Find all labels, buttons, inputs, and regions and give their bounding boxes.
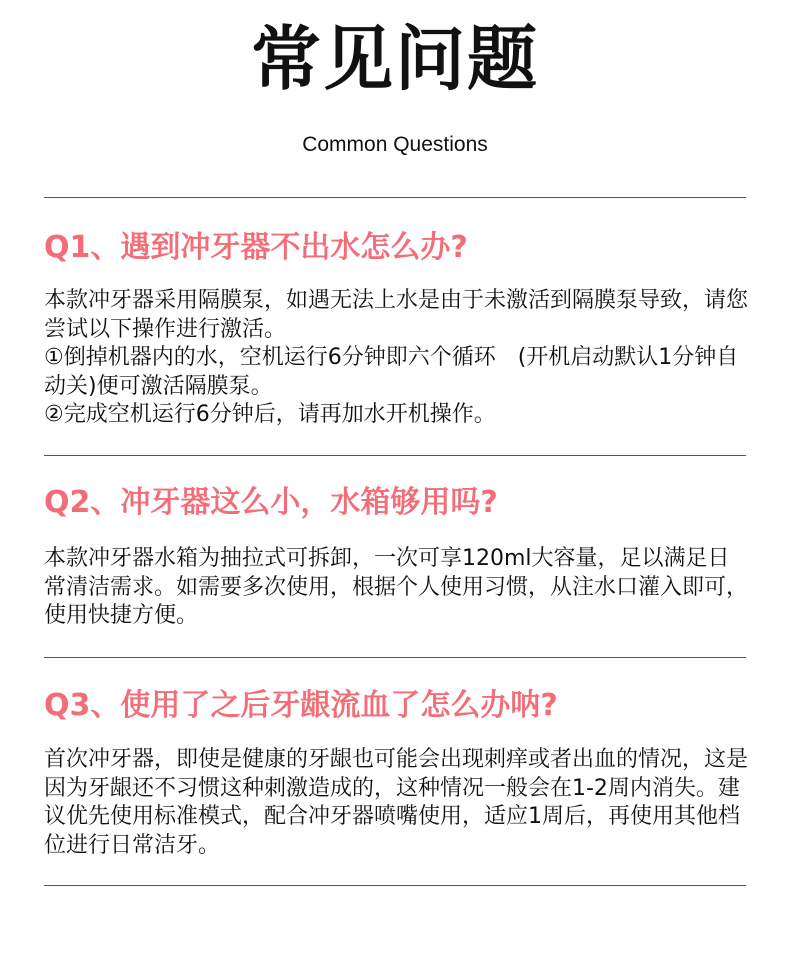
faq-answer-3 — [44, 746, 748, 860]
faq-answer-1-paragraph-2: ①倒掉机器内的水，空机运行6分钟即六个循环 (开机启动默认1分钟自动关)便可激活隔膜泵。 — [44, 345, 739, 399]
divider — [44, 885, 746, 886]
page-subtitle: Common Questions — [302, 133, 488, 156]
faq-question-2: Q2、冲牙器这么小，水箱够用吗? — [44, 485, 498, 520]
faq-question-3: Q3、使用了之后牙龈流血了怎么办呐? — [44, 688, 558, 723]
faq-answer-2-paragraph-1: 本款冲牙器水箱为抽拉式可拆卸，一次可享120ml大容量，足以满足日常清洁需求。如需要多次使用，根据个人使用习惯，从注水口灌入即可，使用快捷方便。 — [44, 546, 749, 628]
faq-answer-2 — [44, 545, 748, 631]
divider — [44, 657, 746, 658]
faq-answer-1 — [44, 287, 748, 430]
page-title: 常见问题 — [251, 18, 539, 100]
faq-answer-1-paragraph-1: 本款冲牙器采用隔膜泵，如遇无法上水是由于未激活到隔膜泵导致，请您尝试以下操作进行激活。 — [44, 288, 749, 342]
faq-answer-1-paragraph-3: ②完成空机运行6分钟后，请再加水开机操作。 — [44, 402, 496, 427]
faq-question-1: Q1、遇到冲牙器不出水怎么办? — [44, 230, 468, 265]
faq-answer-3-paragraph-1: 首次冲牙器，即使是健康的牙龈也可能会出现刺痒或者出血的情况，这是因为牙龈还不习惯这种刺激造成的，这种情况一般会在1-2周内消失。建议优先使用标准模式，配合冲牙器喷嘴使用，适应1周后，再使用其他档位进行日常洁牙。 — [44, 747, 749, 858]
divider — [44, 455, 746, 456]
divider — [44, 197, 746, 198]
